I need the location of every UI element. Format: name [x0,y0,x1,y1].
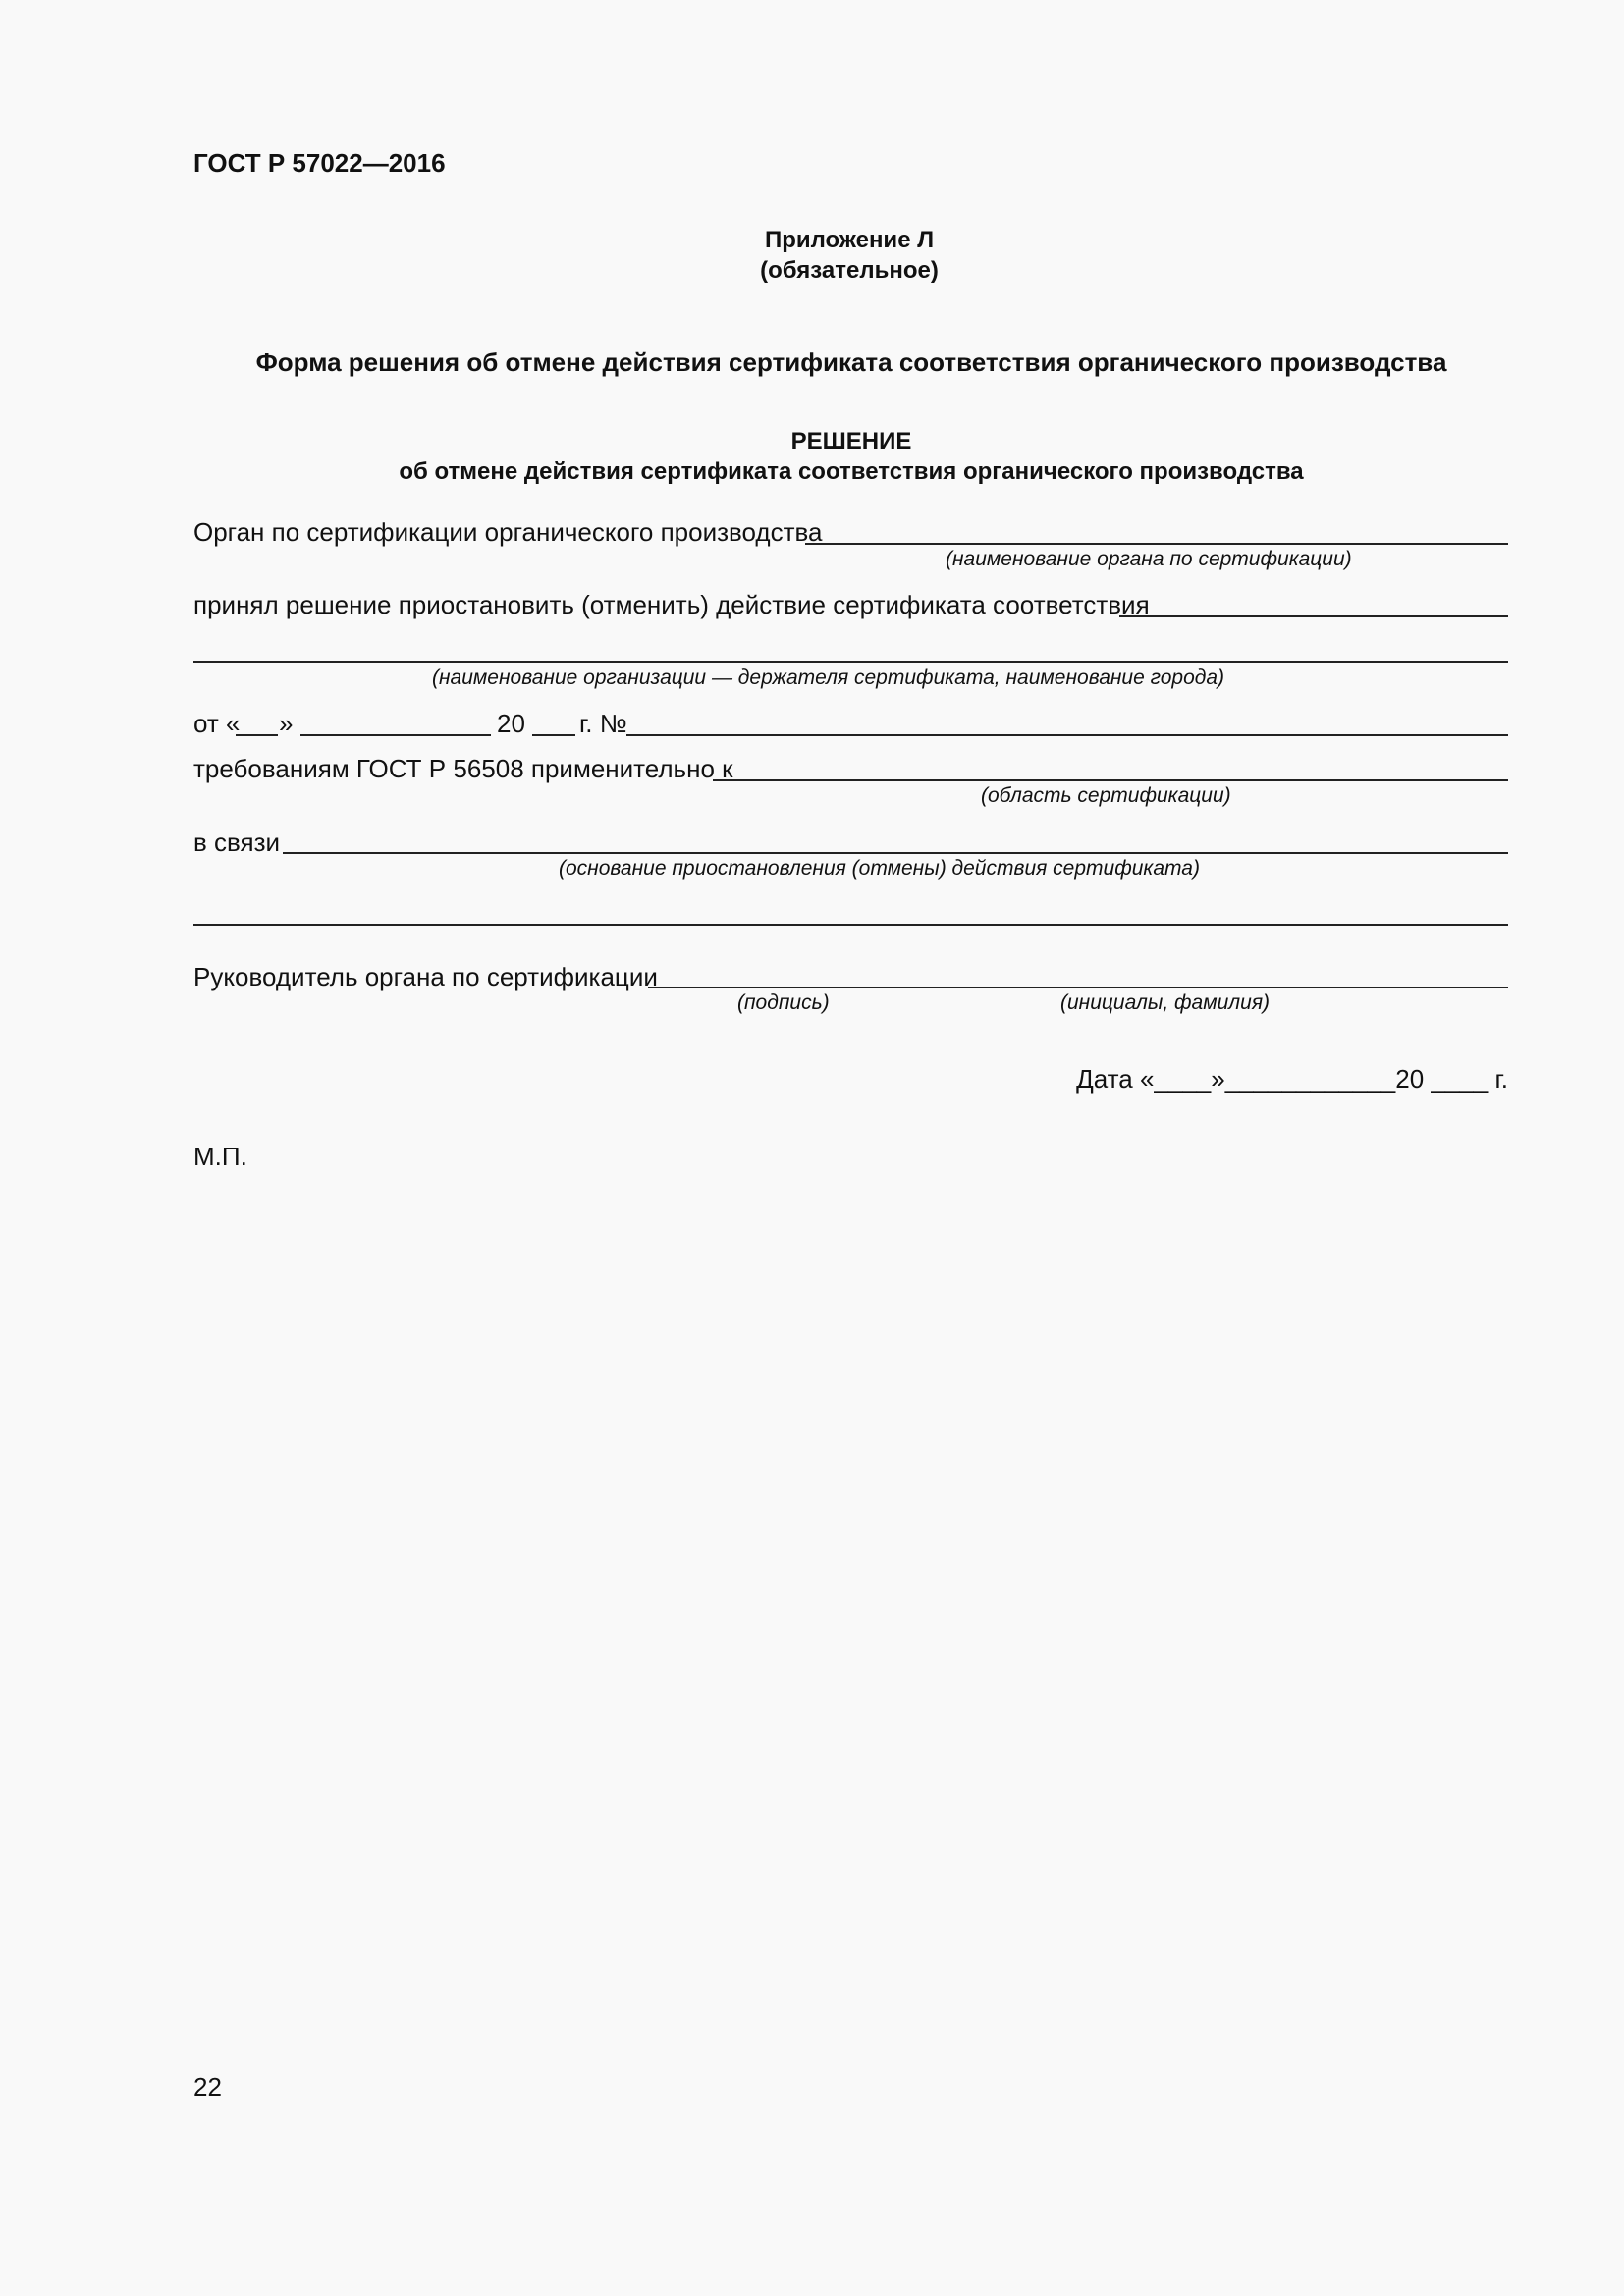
initials-caption: (инициалы, фамилия) [1060,991,1271,1014]
certificate-number-field[interactable] [626,734,1508,736]
date-number-label: г. № [579,709,627,738]
date-signed: Дата «____»____________20 ____ г. [1076,1064,1508,1094]
date-year-field[interactable] [532,734,575,736]
appendix-status: (обязательное) [760,257,939,284]
certificate-field[interactable] [1119,615,1508,617]
page-number: 22 [193,2072,222,2102]
scope-caption: (область сертификации) [981,784,1231,807]
decision-heading: РЕШЕНИЕ [790,428,912,454]
organ-name-field[interactable] [805,543,1508,545]
holder-field[interactable] [193,661,1508,663]
reason-label: в связи [193,828,281,857]
organ-label: Орган по сертификации органического производства [193,517,823,547]
date-day-field[interactable] [236,734,278,736]
requirements-label: требованиям ГОСТ Р 56508 применительно к [193,754,733,783]
reason-extra-field[interactable] [193,924,1508,926]
organ-caption: (наименование органа по сертификации) [946,548,1352,570]
signature-field[interactable] [648,987,1508,988]
appendix-title: Приложение Л [764,227,935,253]
date-year-prefix: 20 [497,709,525,738]
decision-subheading: об отмене действия сертификата соответствия органического производства [399,458,1304,485]
decision-label: принял решение приостановить (отменить) действие сертификата соответствия [193,590,1150,619]
holder-caption: (наименование организации — держателя сертификата, наименование города) [432,667,1225,689]
head-label: Руководитель органа по сертификации [193,962,658,991]
reason-caption: (основание приостановления (отмены) действия сертификата) [559,857,1200,880]
scope-field[interactable] [713,779,1508,781]
stamp-label: М.П. [193,1142,247,1171]
reason-field[interactable] [283,852,1508,854]
date-prefix: от « [193,709,241,738]
form-title: Форма решения об отмене действия сертификата соответствия органического производства [255,347,1447,377]
date-quote-close: » [279,709,294,738]
date-month-field[interactable] [300,734,491,736]
document-code: ГОСТ Р 57022—2016 [193,148,446,178]
signature-caption: (подпись) [737,991,830,1014]
